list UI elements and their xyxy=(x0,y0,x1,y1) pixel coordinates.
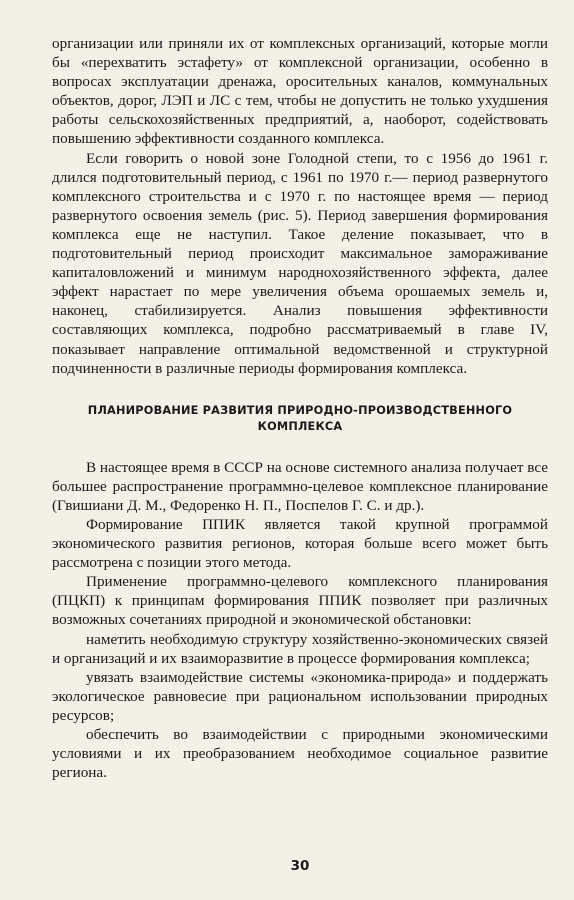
section-heading xyxy=(52,403,548,436)
document-page xyxy=(52,34,548,884)
list-item-structure: наметить необходимую структуру хозяйственно-экономических связей и организаций и их взаиморазвитие в процессе формирования комплекса; xyxy=(52,630,548,667)
list-item-ecology: увязать взаимодействие системы «экономика-природа» и поддержать экологическое равновесие при рациональном использовании природных ресурсов; xyxy=(52,668,548,724)
paragraph-continuation: организации или приняли их от комплексных организаций, которые могли бы «перехватить эстафету» от комплексной организации, особенно в вопросах эксплуатации дренажа, оросительных каналов, коммунальных объектов, дорог, ЛЭП и ЛС с тем, чтобы не допустить не только ухудшения работы сельскохозяйственных предприятий, а, наоборот, содействовать повышению эффективности созданного комплекса. xyxy=(52,35,548,148)
paragraph-system-analysis: В настоящее время в СССР на основе системного анализа получает все большее распространение программно-целевое комплексное планирование (Гвишиани Д. М., Федоренко Н. П., Поспелов Г. С. и др.). xyxy=(52,458,549,514)
page-number: 30 xyxy=(290,858,310,874)
paragraph-pckp-application: Применение программно-целевого комплексного планирования (ПЦКП) к принципам формирования ППИК позволяет при различных возможных сочетаниях природной и экономической обстановки: xyxy=(52,573,548,629)
section-heading-line-2: КОМПЛЕКСА xyxy=(257,420,343,434)
paragraph-golodnaya-steppe: Если говорить о новой зоне Голодной степи, то с 1956 до 1961 г. длился подготовительный период, с 1961 по 1970 г.— период развернутого комплексного строительства и с 1970 г. по настоящее время — период развернутого освоения земель (рис. 5). Период завершения формирования комплекса еще не наступил. Такое деление показывает, что в подготовительный период происходит максимальное замораживание капиталовложений и минимум народнохозяйственного эффекта, далее эффект нарастает по мере увеличения объема орошаемых земель и, наконец, стабилизируется. Анализ повышения эффективности составляющих комплекса, подробно рассматриваемый в главе IV, показывает направление оптимальной ведомственной и структурной подчиненности в различные периоды формирования комплекса. xyxy=(52,149,548,377)
paragraph-ppik-program: Формирование ППИК является такой крупной программой экономического развития регионов, которая больше всего может быть рассмотрена с позиции этого метода. xyxy=(52,515,548,572)
list-item-social-development: обеспечить во взаимодействии с природными экономическими условиями и их преобразованием необходимое социальное развитие региона. xyxy=(52,726,548,782)
section-heading-line-1: ПЛАНИРОВАНИЕ РАЗВИТИЯ ПРИРОДНО-ПРОИЗВОДСТВЕННОГО xyxy=(87,403,513,417)
